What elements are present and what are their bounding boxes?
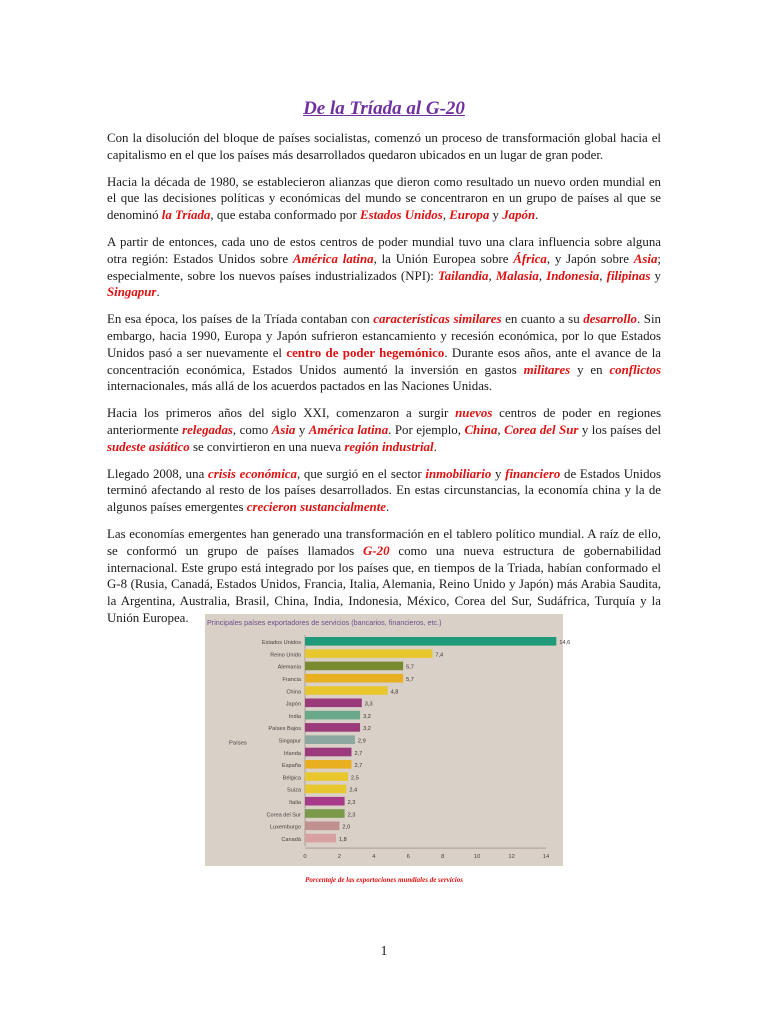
text-run: en cuanto a su <box>501 312 584 327</box>
chart-figure <box>205 614 571 866</box>
category-label: Italia <box>289 800 301 806</box>
text-run: ; especialmente, sobre los nuevos países industrializados (NPI): <box>107 251 662 283</box>
paragraph-7 <box>107 526 661 627</box>
highlighted-term: crisis económica <box>208 466 297 481</box>
text-run: En esa época, los países de la Tríada contaban con <box>107 312 374 327</box>
text-run: , <box>442 208 450 223</box>
highlighted-term: Indonesia <box>546 268 600 283</box>
highlighted-term: Singapur <box>107 285 157 300</box>
bar <box>305 809 345 818</box>
value-label: 2,9 <box>357 738 366 745</box>
bar <box>305 834 336 843</box>
bar <box>305 637 556 646</box>
text-run: centros de poder en regiones anteriormente <box>107 406 661 437</box>
category-label: Singapur <box>278 738 301 745</box>
value-label: 1,8 <box>338 836 347 843</box>
highlighted-term: G-20 <box>363 543 390 558</box>
value-label: 14,6 <box>559 640 571 647</box>
bar <box>305 649 432 658</box>
value-label: 3,2 <box>363 726 371 733</box>
category-label: España <box>282 763 301 770</box>
highlighted-term: características similares <box>373 312 502 327</box>
value-label: 2,5 <box>351 775 359 782</box>
text-run: , y Japón sobre <box>546 251 634 266</box>
value-label: 3,3 <box>364 701 373 708</box>
value-label: 2,3 <box>347 800 356 806</box>
bar <box>305 711 360 720</box>
highlighted-term: Asia <box>271 422 296 437</box>
category-label: Canadá <box>281 836 301 843</box>
paragraph-5 <box>107 405 661 455</box>
bar <box>305 760 351 769</box>
bar <box>305 822 339 831</box>
bar <box>305 674 403 683</box>
x-tick-label: 6 <box>406 854 410 861</box>
text-run: . <box>535 208 539 223</box>
y-axis-label: Países <box>229 740 247 747</box>
text-run: como una nueva estructura de gobernabilidad internacional. Este grupo está integrado por los países que, en tiempos de la Triada, habían conformado el G-8 (Rusia, Canadá, Estados Unidos, Francia, Italia, Alemania, Reino Unido y Japón) más Arabia Saudita, la Argentina, Australia, Brasil, China, India, Indonesia, México, Corea del Sur, Sudáfrica, Turquía y la Unión Europea. <box>107 543 662 625</box>
bar <box>305 748 351 757</box>
figure-caption: Porcentaje de las exportaciones mundiales de servicios <box>305 876 463 884</box>
value-label: 4,8 <box>390 689 399 696</box>
category-label: Reino Unido <box>270 652 301 659</box>
text-run: , que estaba conformado por <box>210 208 360 223</box>
highlighted-term: crecieron sustancialmente <box>246 500 387 515</box>
page-title: De la Tríada al G-20 <box>303 98 465 119</box>
text-run: . <box>433 439 437 454</box>
highlighted-term: África <box>513 251 547 266</box>
highlighted-term: sudeste asiático <box>107 439 190 454</box>
document-body <box>107 130 661 637</box>
highlighted-term: China <box>464 422 498 437</box>
highlighted-term: América latina <box>292 251 374 266</box>
value-label: 5,7 <box>406 664 414 671</box>
highlighted-term: Europa <box>449 208 490 223</box>
value-label: 5,7 <box>406 677 414 683</box>
highlighted-term: región industrial <box>344 439 434 454</box>
x-tick-label: 12 <box>508 854 515 861</box>
text-run: , <box>488 268 496 283</box>
highlighted-term: centro de poder hegemónico <box>286 345 445 360</box>
category-label: China <box>286 689 301 696</box>
text-run: de Estados Unidos terminó afectando al resto de los países desarrollados. En estas circunstancias, la economía china y la de algunos países emergentes <box>107 466 661 515</box>
text-run: . <box>386 500 390 515</box>
highlighted-term: Tailandia <box>438 268 489 283</box>
bar-chart <box>205 614 571 866</box>
x-tick-label: 10 <box>473 854 481 861</box>
bar <box>305 662 403 671</box>
highlighted-term: América latina <box>308 422 389 437</box>
text-run: , la Unión Europea sobre <box>373 251 514 266</box>
paragraph-3 <box>107 234 661 301</box>
highlighted-term: Estados Unidos <box>360 208 443 223</box>
text-run: se convirtieron en una nueva <box>189 439 345 454</box>
highlighted-term: Malasia <box>495 268 539 283</box>
text-run: y en <box>570 362 610 377</box>
x-tick-label: 8 <box>441 854 445 861</box>
text-run: Llegado 2008, una <box>107 466 209 481</box>
paragraph-4 <box>107 311 661 395</box>
chart-title: Principales países exportadores de servicios (bancarios, financieros, etc.) <box>207 618 442 627</box>
value-label: 3,2 <box>363 713 371 720</box>
value-label: 2,7 <box>354 750 363 757</box>
text-run: . Sin embargo, hacia 1990, Europa y Japón sufrieron estancamiento y recesión económica, por lo que Estados Unidos pasó a ser nuevamente el <box>107 312 661 360</box>
x-tick-label: 0 <box>303 854 307 861</box>
x-tick-label: 14 <box>542 854 550 861</box>
text-run: , <box>599 268 607 283</box>
bar <box>305 785 346 794</box>
category-label: Bélgica <box>282 775 301 782</box>
text-run: y los países del <box>578 422 662 437</box>
page-number: 1 <box>380 944 388 959</box>
text-run: y <box>489 208 503 223</box>
value-label: 2,0 <box>342 824 351 831</box>
category-label: Alemania <box>277 664 301 671</box>
value-label: 7,4 <box>435 652 444 659</box>
text-run: Las economías emergentes han generado una transformación en el tablero político mundial. A raíz de ello, se conformó un grupo de países llamados <box>107 526 661 558</box>
text-run: Hacia los primeros años del siglo XXI, comenzaron a surgir <box>107 406 456 421</box>
highlighted-term: financiero <box>505 466 561 481</box>
highlighted-term: Asia <box>633 251 658 266</box>
bar <box>305 735 355 744</box>
highlighted-term: la Tríada <box>161 208 211 223</box>
highlighted-term: relegadas <box>182 422 233 437</box>
value-label: 2,3 <box>347 812 356 819</box>
text-run: , como <box>232 422 272 437</box>
highlighted-term: inmobiliario <box>425 466 492 481</box>
bar <box>305 699 362 708</box>
text-run: , que surgió en el sector <box>296 466 426 481</box>
text-run: A partir de entonces, cada uno de estos centros de poder mundial tuvo una clara influencia sobre alguna otra región: Estados Unidos sobre <box>107 234 661 266</box>
category-label: India <box>288 713 301 720</box>
highlighted-term: militares <box>523 362 571 377</box>
category-label: Francia <box>282 677 301 683</box>
text-run: Con la disolución del bloque de países socialistas, comenzó un proceso de transformación global hacia el capitalismo en el que los países más desarrollados quedaron ubicados en un lugar de gran poder. <box>107 131 661 162</box>
highlighted-term: nuevos <box>455 406 493 421</box>
category-label: Corea del Sur <box>266 812 301 819</box>
highlighted-term: filipinas <box>606 268 651 283</box>
value-label: 2,7 <box>354 763 363 770</box>
category-label: Irlanda <box>283 750 301 757</box>
highlighted-term: conflictos <box>609 362 662 377</box>
highlighted-term: Japón <box>502 208 536 223</box>
paragraph-1 <box>107 130 661 164</box>
bar <box>305 772 348 781</box>
highlighted-term: desarrollo <box>583 312 637 327</box>
text-run: y <box>650 268 661 283</box>
paragraph-2 <box>107 174 661 224</box>
bar <box>305 797 345 806</box>
bar <box>305 723 360 732</box>
category-label: Japón <box>285 701 301 708</box>
category-label: Países Bajos <box>268 726 301 733</box>
paragraph-6 <box>107 466 661 516</box>
text-run: Hacia la década de 1980, se establecieron alianzas que dieron como resultado un nuevo orden mundial en el que las decisiones políticas y económicas del mundo se concentraron en un grupo de países al que se denominó <box>107 174 661 223</box>
text-run: , <box>538 268 547 283</box>
text-run: . Durante esos años, ante el avance de la concentración económica, Estados Unidos aumentó la inversión en gastos <box>107 345 661 377</box>
category-label: Estados Unidos <box>261 640 301 647</box>
category-label: Suiza <box>287 787 301 794</box>
text-run: . <box>156 285 160 300</box>
x-tick-label: 4 <box>372 854 376 861</box>
category-label: Luxemburgo <box>269 824 301 831</box>
text-run: y <box>491 466 506 481</box>
text-run: . Por ejemplo, <box>388 422 465 437</box>
x-tick-label: 2 <box>337 854 342 861</box>
highlighted-term: Corea del Sur <box>504 422 579 437</box>
text-run: y <box>295 422 309 437</box>
bar <box>305 686 388 695</box>
value-label: 2,4 <box>349 787 358 794</box>
text-run: internacionales, más allá de los acuerdos pactados en las Naciones Unidas. <box>107 379 493 394</box>
text-run: , <box>497 422 505 437</box>
